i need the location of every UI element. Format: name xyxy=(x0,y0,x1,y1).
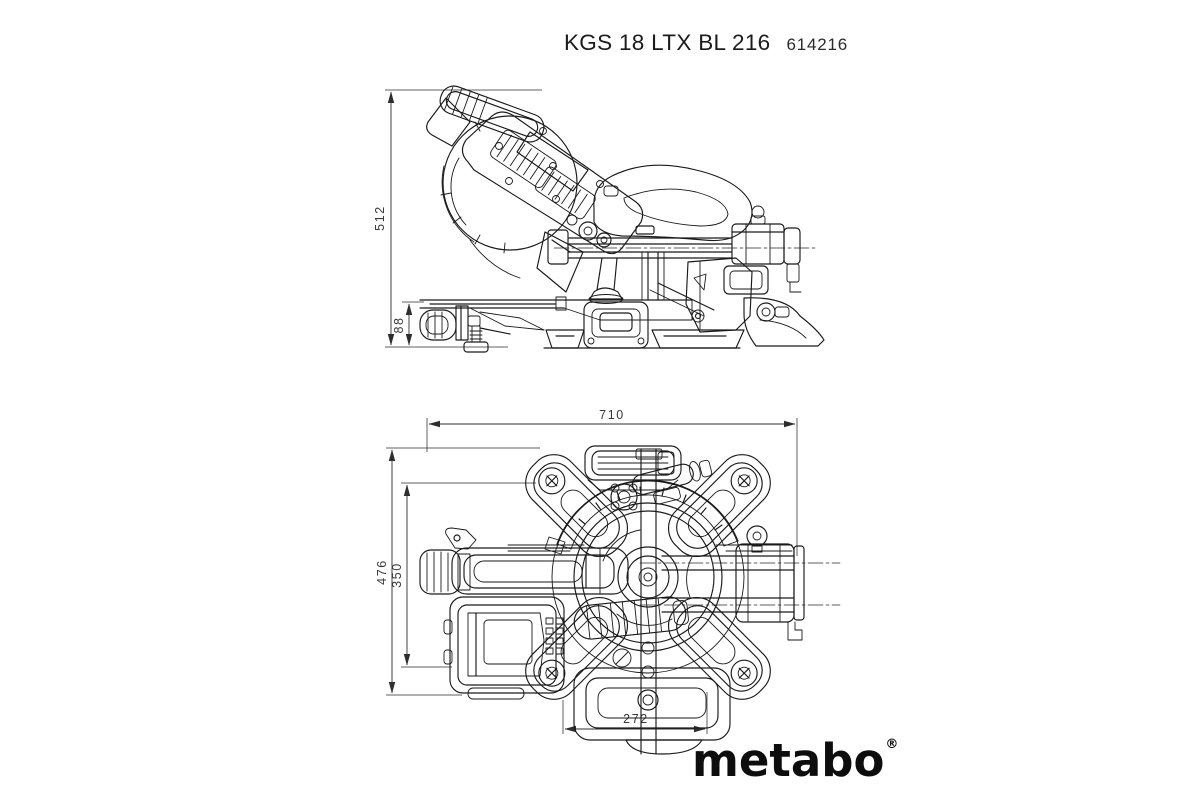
slide-rails-top xyxy=(640,526,840,640)
battery-pack xyxy=(444,597,564,699)
dimension-label-350: 350 xyxy=(390,562,404,588)
motor-arm-left xyxy=(420,528,628,594)
dimension-88 xyxy=(392,302,424,345)
registered-mark: ® xyxy=(885,737,899,752)
motor-housing xyxy=(462,112,642,254)
extension-arm-bottom-right xyxy=(659,588,781,710)
top-view xyxy=(375,408,840,754)
dimension-label-710: 710 xyxy=(599,408,625,422)
model-name: KGS 18 LTX BL 216 xyxy=(564,30,771,55)
dimension-710 xyxy=(427,408,797,556)
bevel-carriage xyxy=(686,258,824,346)
logo-text: metabo xyxy=(692,734,885,787)
side-view-saw xyxy=(420,82,824,352)
saw-blade-circle xyxy=(574,503,722,651)
slide-rails xyxy=(548,206,818,292)
dimension-label-476: 476 xyxy=(375,559,389,585)
top-view-saw xyxy=(420,445,840,754)
side-view xyxy=(373,82,824,352)
dimension-label-272: 272 xyxy=(623,712,649,726)
dimension-350 xyxy=(390,483,536,667)
clamp-rod xyxy=(611,458,716,510)
article-number: 614216 xyxy=(786,35,848,54)
metabo-logo xyxy=(692,734,899,787)
extension-arm-bottom-left xyxy=(516,588,638,710)
dimension-label-88: 88 xyxy=(392,316,406,334)
main-handle xyxy=(594,165,752,240)
handle-strut-front xyxy=(427,98,470,146)
carry-handle xyxy=(436,82,547,145)
dimension-label-512: 512 xyxy=(373,205,387,231)
support-column xyxy=(589,252,664,304)
